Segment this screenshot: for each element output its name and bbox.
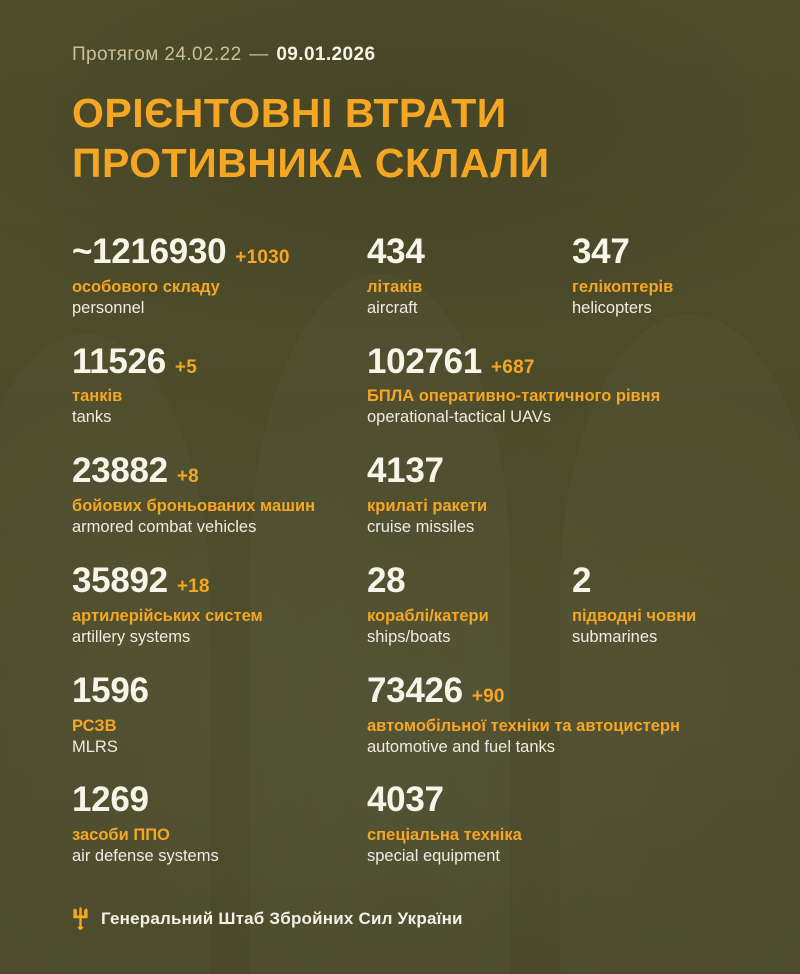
stat-value-row [367, 670, 746, 710]
stat-uavs [367, 341, 746, 454]
stat-value: 28 [367, 561, 406, 601]
stat-value: 347 [572, 232, 630, 272]
stat-label-en: helicopters [572, 298, 652, 317]
stat-aircraft [367, 234, 572, 344]
stat-value-row [367, 341, 746, 381]
stats-grid [72, 234, 746, 892]
stat-label-en: armored combat vehicles [72, 518, 257, 537]
stat-delta: +5 [174, 356, 197, 378]
stat-personnel [72, 234, 367, 344]
date-range-dash: — [249, 44, 269, 65]
stat-value-row [367, 563, 572, 600]
stat-value: 102761 [367, 341, 482, 381]
stat-delta: +90 [471, 685, 505, 707]
stat-delta: +1030 [235, 247, 290, 269]
report-date: 09.01.2026 [276, 44, 376, 65]
stat-value: 11526 [72, 341, 166, 381]
stat-label-en: aircraft [367, 298, 418, 317]
stat-value: ~1216930 [72, 232, 227, 272]
page-title [72, 88, 746, 188]
stat-value: 73426 [367, 670, 463, 710]
stat-label-en: air defense systems [72, 847, 219, 866]
stat-label-en: operational-tactical UAVs [367, 408, 552, 427]
stat-value: 4037 [367, 780, 444, 820]
stat-automotive-fuel-tanks [367, 670, 746, 783]
stat-label-en: personnel [72, 298, 145, 317]
stat-helicopters [572, 234, 746, 344]
stat-value: 35892 [72, 561, 168, 601]
stat-label-en: automotive and fuel tanks [367, 737, 556, 756]
stat-value-row [72, 563, 367, 600]
stat-delta: +18 [176, 576, 210, 598]
stat-artillery-systems [72, 563, 367, 673]
date-range [72, 44, 746, 66]
stat-label-ua: автомобільної техніки та автоцистерн [367, 716, 680, 735]
stat-label-en: submarines [572, 627, 658, 646]
stat-label-ua: гелікоптерів [572, 277, 674, 296]
stat-value: 434 [367, 232, 425, 272]
stat-label-ua: кораблі/катери [367, 606, 489, 625]
stat-label-ua: підводні човни [572, 606, 697, 625]
stat-label-ua: крилаті ракети [367, 497, 488, 516]
stat-air-defense-systems [72, 782, 367, 892]
page-title-line-2: ПРОТИВНИКА СКЛАЛИ [72, 140, 550, 187]
stat-value-row [367, 782, 746, 819]
stat-value-row [572, 563, 746, 600]
stat-label-ua: БПЛА оперативно-тактичного рівня [367, 387, 661, 406]
stat-value: 23882 [72, 451, 168, 491]
stat-label-ua: артилерійських систем [72, 606, 263, 625]
stat-label-en: artillery systems [72, 627, 191, 646]
page-title-line-1: ОРІЄНТОВНІ ВТРАТИ [72, 90, 507, 136]
stat-special-equipment [367, 782, 746, 892]
stat-value-row [72, 670, 367, 710]
stat-value-row [572, 234, 746, 271]
stat-value-row [367, 234, 572, 271]
stat-value-row [72, 453, 367, 490]
trident-icon [72, 906, 89, 931]
stat-label-en: special equipment [367, 847, 500, 866]
stat-label-en: ships/boats [367, 627, 451, 646]
stat-cruise-missiles [367, 453, 746, 563]
stat-label-en: MLRS [72, 737, 118, 756]
stat-label-ua: РСЗВ [72, 716, 117, 735]
stat-ships-boats [367, 563, 572, 673]
stat-value: 2 [572, 561, 592, 601]
stat-label-ua: засоби ППО [72, 826, 170, 845]
stat-label-en: tanks [72, 408, 112, 427]
stat-label-ua: особового складу [72, 277, 220, 296]
footer-text: Генеральний Штаб Збройних Сил України [101, 908, 463, 928]
footer [72, 906, 746, 931]
stat-delta: +8 [176, 466, 199, 488]
stat-value: 1596 [72, 670, 149, 710]
stat-delta: +687 [491, 356, 535, 378]
stat-tanks [72, 341, 367, 454]
stat-submarines [572, 563, 746, 673]
stat-value: 1269 [72, 780, 149, 820]
date-range-prefix: Протягом 24.02.22 [72, 44, 242, 65]
stat-label-ua: бойових броньованих машин [72, 497, 316, 516]
stat-value-row [367, 453, 746, 490]
stat-value-row [72, 341, 367, 381]
stat-armored-combat-vehicles [72, 453, 367, 563]
stat-label-ua: спеціальна техніка [367, 826, 522, 845]
stat-value-row [72, 782, 367, 819]
stat-value-row [72, 234, 367, 271]
stat-label-ua: літаків [367, 277, 423, 296]
stat-mlrs [72, 670, 367, 783]
stat-label-ua: танків [72, 387, 123, 406]
stat-value: 4137 [367, 451, 444, 491]
stat-label-en: cruise missiles [367, 518, 475, 537]
